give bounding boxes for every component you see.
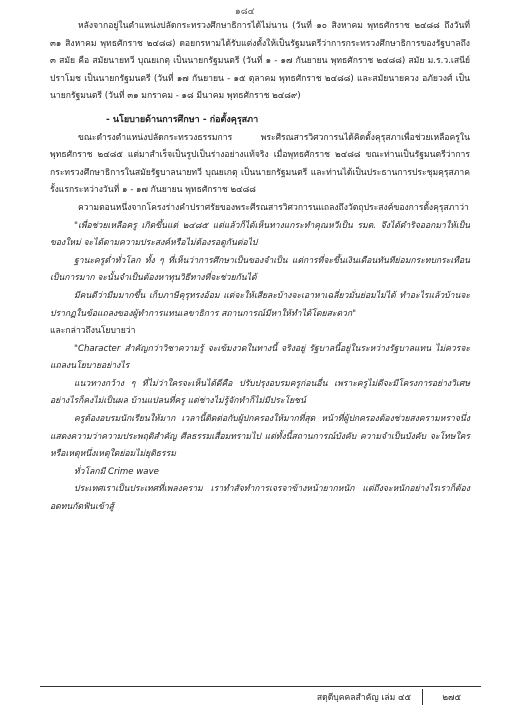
quote-paragraph: ครูต้องอบรมนักเรียนให้มาก เวลานี้ติดต่อกับผู้ปกครองให้มากที่สุด หน้าที่ผู้ปกครองต้องช่วยสงครามหราจนึ่งแสดงความว่าความประพฤติสำคัญ ศีลธรรมเสื่อมทรามไป แต่ทั้งนี้สถานการณ์บังคับ ความจำเป็นบังคับ จะโทษใครหรือเหตุหนึ่งเหตุใดย่อมไม่ยุติธรรม (50, 414, 470, 460)
quote-paragraph: ทั่วโลกมี Crime wave (74, 466, 159, 477)
footer-divider (40, 686, 481, 687)
page-footer (40, 686, 481, 708)
paragraph-speech-intro: ความตอนหนึ่งจากโครงร่างคำปราศรัยของพระศีรณสารวิศวการนแถลงถึงวัตถุประสงค์ของการตั้งคุรุสภาว่า (78, 202, 469, 213)
quote-paragraph: มีคนดีว่ามีมมากขึ้น เก็บภาษีคุรุทรงอ้อม แต่จะให้เสียละบ้างจะเอาหาเฉลี่ยวมั่นย่อมไม่ได้ ทำอะไรแล้วบ้านจะปรากฏในข้อแถลงของผู้ทำการแทนเลขาธิการ สถานการณ์มีหาให้ทำได้โดยสะดวก" (50, 290, 470, 319)
top-page-marker: ๑๘๔ (235, 7, 255, 17)
footer-page-number: ๒๗๕ (442, 693, 461, 703)
quote-paragraph: แนวทางกว้าง ๆ ที่ไม่ว่าใครจะเห็นได้ดีคือ ปรับปรุงอบรมครูก่อนอื่น เพราะครูไม่ดีจะมีโครงการอย่างวิเศษอย่างไรก็คงไม่เป็นผล บ้านแปลนที่ครู แต่ช่างไม่รู้จักทำก็ไม่มีประโยชน์ (50, 378, 470, 407)
quote-paragraph: "Character สำคัญกว่าวิชาความรู้ จะเข้มงวดในทางนี้ จริงอยู่ รัฐบาลนี้อยู่ในระหว่างรัฐบาลแทน ไม่ควรจะแถลงนโยบายอย่างไร (50, 343, 470, 372)
paragraph-kurusapha: ขณะดำรงตำแหน่งปลัดกระทรวงธรรมการ พระศีรณสารวิศวการนได้คิดตั้งคุรุสภาเพื่อช่วยเหลือครูใน พุทธศักราช ๒๔๘๕ แต่มาสำเร็จเป็นรูปเป็นร่างอย่างแท้จริง เมื่อพุทธศักราช ๒๔๘๘ ขณะท่านเป็นรัฐมนตรีว่าการกระทรวงศึกษาธิการในสมัยรัฐบาลนายทวี บุณยเกตุ เป็นนายกรัฐมนตรี และท่านได้เป็นประธานการประชุมคุรุสภาครั้งแรกระหว่างวันที่ ๑ - ๑๗ กันยายน พุทธศักราช ๒๔๘๘ (50, 132, 470, 196)
paragraph-policy-intro: และกล่าวถึงนโยบายว่า (50, 326, 136, 337)
quote-paragraph: ประเทศเราเป็นประเทศที่เพลงคราม เราทำสัจทำการเจรจาข้างหน้ายากหนัก แต่ถึงจะหนักอย่างไรเราก็ต้องอดทนกัดฟันเข้าสู้ (50, 484, 470, 513)
paragraph-biography: หลังจากอยู่ในตำแหน่งปลัดกระทรวงศึกษาธิการได้ไม่นาน (วันที่ ๑๐ สิงหาคม พุทธศักราช ๒๔๘๘ ถึงวันที่ ๓๑ สิงหาคม พุทธศักราช ๒๔๘๘) ดอยกรหามได้รับแต่งตั้งให้เป็นรัฐมนตรีว่าการกระทรวงศึกษาธิการของรัฐบาลถึง ๓ สมัย คือ สมัยนายทวี บุณยเกตุ เป็นนายกรัฐมนตรี (วันที่ ๑ - ๑๗ กันยายน พุทธศักราช ๒๔๘๘) สมัย ม.ร.ว.เสนีย์ ปราโมช เป็นนายกรัฐมนตรี (วันที่ ๑๗ กันยายน - ๑๕ ตุลาคม พุทธศักราช ๒๔๘๘) และสมัยนายควง อภัยวงศ์ เป็นนายกรัฐมนตรี (วันที่ ๓๑ มกราคม - ๑๘ มีนาคม พุทธศักราช ๒๔๘๙) (50, 21, 470, 102)
section-heading: - นโยบายด้านการศึกษา - ก่อตั้งคุรุสภา (106, 114, 259, 125)
body-text (50, 18, 470, 517)
footer-book-title: สดุดีบุคคลสำคัญ เล่ม ๔๕ (316, 693, 411, 703)
quote-paragraph: ฐานะครูต่ำทั่วโลก ทั้ง ๆ ที่เห็นว่าการศึกษาเป็นของจำเป็น แต่การที่จะขึ้นเงินเดือนทันทีย่อมกระทบกระเทือนเป็นการมาก จะนั้นจำเป็นต้องหาทุนวิธีทางที่จะช่วยกันได้ (50, 255, 470, 284)
quote-paragraph: "เพื่อช่วยเหลือครู เกิดขึ้นแต่ ๒๔๘๕ แต่แล้วก็ได้เห็นทางแกระทำคุณหวีเป็น รมต. จึงได้ดำริจออกมาให้เป็นของใหม่ จะได้ตามความประสงค์หรือไม่ต้องรอดูกันต่อไป (50, 220, 470, 249)
footer-separator (422, 689, 423, 705)
